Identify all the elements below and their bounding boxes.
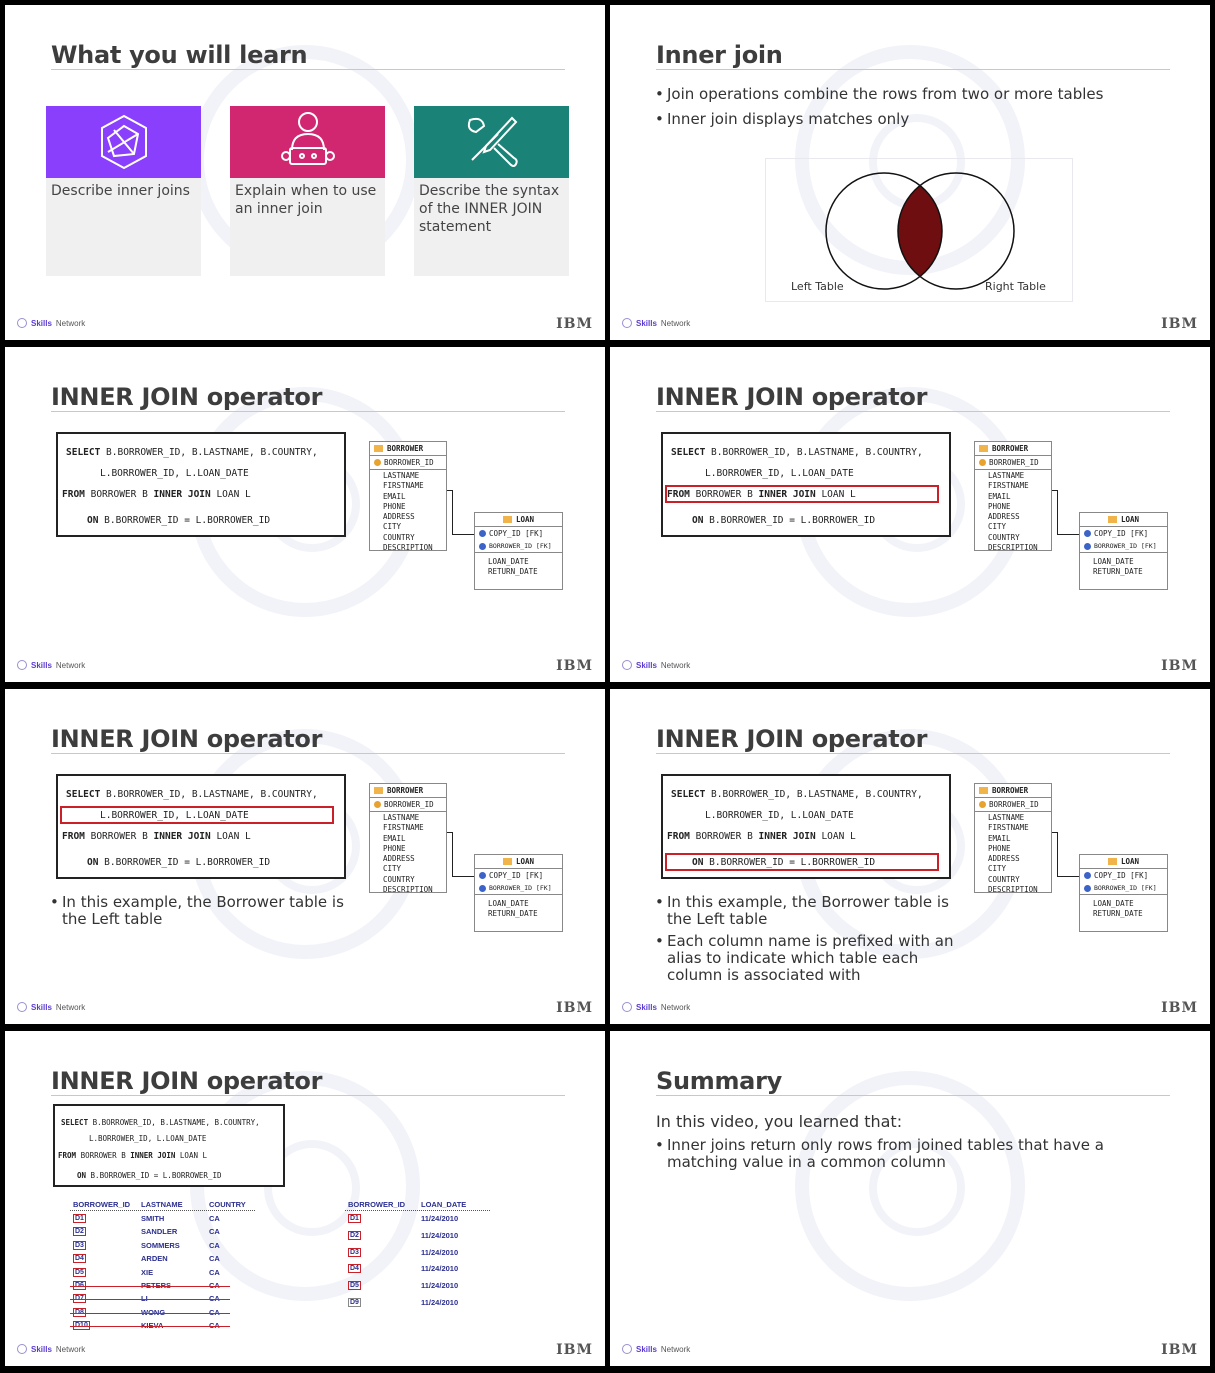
entity-field: CITY — [383, 522, 402, 532]
entity-field: RETURN_DATE — [1093, 567, 1143, 577]
sql-line-4: ON B.BORROWER_ID = L.BORROWER_ID — [692, 857, 876, 868]
slide-title: Inner join — [656, 41, 783, 69]
entity-field: FIRSTNAME — [383, 823, 424, 833]
entity-field: PHONE — [988, 501, 1011, 511]
column-header: BORROWER_ID — [73, 1200, 131, 1209]
borrower-id-cell: D1 — [75, 1215, 84, 1222]
borrower-id-cell: D4 — [350, 1265, 359, 1273]
skills-network-logo: Skills Network — [622, 318, 690, 328]
card-text: Describe inner joins — [51, 183, 190, 199]
bullet: • Inner join displays matches only — [656, 111, 909, 128]
title-rule — [51, 69, 565, 70]
ibm-logo: IBM — [1161, 316, 1198, 332]
title-rule — [656, 753, 1170, 754]
slide-title: What you will learn — [51, 41, 308, 69]
slide-inner-join-operator-2 — [610, 347, 1210, 682]
borrower-id-cell: D3 — [75, 1241, 84, 1249]
relation-line — [1057, 534, 1079, 535]
table-cell: SANDLER — [141, 1227, 178, 1237]
entity-field: CITY — [988, 864, 1007, 874]
column-header: LOAN_DATE — [421, 1200, 467, 1209]
strikethrough-line — [70, 1326, 230, 1327]
table-cell: SMITH — [141, 1214, 165, 1223]
title-rule — [656, 411, 1170, 412]
key-icon — [374, 459, 381, 466]
borrower-entity: BORROWER BORROWER_ID LASTNAME FIRSTNAME EMAIL PHONE ADDRESS CITY COUNTRY DESCRIPTION — [974, 441, 1052, 551]
table-cell: 11/24/2010 — [421, 1264, 459, 1274]
highlight-box — [665, 485, 939, 503]
entity-field: LOAN_DATE — [488, 899, 529, 908]
table-icon — [503, 516, 512, 523]
entity-field: DESCRIPTION — [383, 543, 433, 553]
borrower-entity: BORROWER BORROWER_ID LASTNAME FIRSTNAME EMAIL PHONE ADDRESS CITY COUNTRY DESCRIPTION — [369, 783, 447, 893]
person-diagram-icon — [278, 110, 338, 174]
sql-line-2: L.BORROWER_ID, L.LOAN_DATE — [100, 810, 249, 821]
entity-field: EMAIL — [383, 833, 406, 843]
entity-field: FIRSTNAME — [988, 481, 1029, 491]
column-header: COUNTRY — [209, 1200, 246, 1209]
relation-line — [1057, 876, 1079, 877]
slide-inner-join-operator-4 — [610, 689, 1210, 1024]
entity-field: RETURN_DATE — [1093, 909, 1143, 919]
entity-field: COUNTRY — [383, 532, 415, 542]
entity-field: LASTNAME — [988, 471, 1025, 480]
entity-field: RETURN_DATE — [488, 567, 538, 577]
header-divider — [345, 1210, 490, 1211]
table-icon — [503, 858, 512, 865]
strikethrough-line — [70, 1313, 230, 1314]
loan-entity: LOAN COPY_ID [FK] BORROWER_ID [FK] LOAN_DATE RETURN_DATE — [1079, 512, 1168, 590]
entity-field: LASTNAME — [988, 813, 1025, 822]
bullet: • Inner joins return only rows from joined tables that have a matching value in a common column — [656, 1137, 1136, 1171]
header-divider — [70, 1210, 255, 1211]
slide-inner-join-operator-5 — [5, 1031, 605, 1366]
venn-diagram — [765, 158, 1073, 302]
watermark — [795, 1071, 1025, 1301]
card-banner — [414, 106, 569, 178]
entity-field: PHONE — [383, 843, 406, 853]
skills-network-logo: Skills Network — [622, 1344, 690, 1354]
table-cell: CA — [209, 1240, 220, 1250]
entity-field: RETURN_DATE — [488, 909, 538, 919]
card-text: Explain when to use an inner join — [235, 183, 377, 217]
entity-field: CITY — [988, 522, 1007, 532]
bullet: • In this example, the Borrower table is the Left table — [51, 894, 351, 928]
title-rule — [51, 1095, 565, 1096]
table-icon — [1108, 516, 1117, 523]
skills-network-icon — [17, 1344, 27, 1354]
slide-title: INNER JOIN operator — [51, 383, 323, 411]
table-icon — [979, 787, 988, 794]
sql-line-3: FROM BORROWER B INNER JOIN LOAN L — [58, 1151, 208, 1160]
sql-line-4: ON B.BORROWER_ID = L.BORROWER_ID — [77, 1171, 222, 1180]
right-table-label: Right Table — [985, 280, 1046, 293]
sql-line-2: L.BORROWER_ID, L.LOAN_DATE — [89, 1134, 207, 1143]
entity-field: ADDRESS — [988, 854, 1020, 864]
entity-field: PHONE — [383, 501, 406, 511]
sql-code-box — [56, 774, 346, 879]
sql-line-4: ON B.BORROWER_ID = L.BORROWER_ID — [87, 515, 271, 526]
borrower-id-cell: D9 — [350, 1299, 359, 1306]
table-cell: XIE — [141, 1267, 154, 1277]
entity-field: COUNTRY — [988, 874, 1020, 884]
foreign-key-icon — [479, 885, 486, 892]
column-header: BORROWER_ID — [348, 1200, 406, 1209]
borrower-id-cell: D4 — [75, 1255, 84, 1263]
table-icon — [374, 445, 383, 452]
sql-line-1: SELECT B.BORROWER_ID, B.LASTNAME, B.COUNTRY, — [61, 1118, 260, 1127]
loan-entity: LOAN COPY_ID [FK] BORROWER_ID [FK] LOAN_DATE RETURN_DATE — [474, 854, 563, 932]
sql-line-4: ON B.BORROWER_ID = L.BORROWER_ID — [692, 515, 876, 526]
table-cell: ARDEN — [141, 1254, 168, 1264]
skills-network-logo: Skills Network — [17, 318, 85, 328]
left-table-label: Left Table — [791, 280, 844, 293]
table-cell: 11/24/2010 — [421, 1247, 459, 1257]
skills-network-logo: Skills Network — [622, 660, 690, 670]
card-banner — [230, 106, 385, 178]
table-cell: CA — [209, 1227, 220, 1237]
entity-field: FIRSTNAME — [988, 823, 1029, 833]
borrower-id-cell: D3 — [350, 1248, 359, 1256]
slide-title: Summary — [656, 1067, 782, 1095]
slide-title: INNER JOIN operator — [51, 1067, 323, 1095]
skills-network-logo: Skills Network — [17, 660, 85, 670]
slide-what-you-will-learn — [5, 5, 605, 340]
title-rule — [656, 69, 1170, 70]
card-text: Describe the syntax of the INNER JOIN statement — [419, 183, 560, 235]
bullet: • Each column name is prefixed with an alias to indicate which table each column is associated with — [656, 933, 966, 984]
sql-line-2: L.BORROWER_ID, L.LOAN_DATE — [705, 468, 854, 479]
sql-code-box — [56, 432, 346, 537]
table-icon — [1108, 858, 1117, 865]
slide-title: INNER JOIN operator — [656, 383, 928, 411]
entity-field: LOAN_DATE — [1093, 557, 1134, 566]
sql-code-box — [53, 1104, 285, 1187]
summary-intro: In this video, you learned that: — [656, 1112, 903, 1131]
hexagon-icon — [94, 112, 154, 172]
foreign-key-icon — [1084, 543, 1091, 550]
sql-line-3: FROM BORROWER B INNER JOIN LOAN L — [667, 489, 856, 500]
foreign-key-icon — [479, 530, 486, 537]
loan-table — [345, 1200, 495, 1310]
sql-code-box — [661, 774, 951, 879]
entity-field: ADDRESS — [383, 854, 415, 864]
sql-line-3: FROM BORROWER B INNER JOIN LOAN L — [62, 831, 251, 842]
ibm-logo: IBM — [556, 316, 593, 332]
borrower-id-cell: D5 — [350, 1282, 359, 1290]
relation-line — [452, 876, 474, 877]
entity-field: COUNTRY — [383, 874, 415, 884]
entity-field: LOAN_DATE — [1093, 899, 1134, 908]
sql-line-4: ON B.BORROWER_ID = L.BORROWER_ID — [87, 857, 271, 868]
ibm-logo: IBM — [556, 1000, 593, 1016]
table-cell: CA — [209, 1214, 220, 1223]
column-header: LASTNAME — [141, 1200, 183, 1209]
ibm-logo: IBM — [1161, 1342, 1198, 1358]
key-icon — [979, 459, 986, 466]
skills-network-icon — [17, 1002, 27, 1012]
borrower-id-cell: D5 — [75, 1268, 84, 1276]
relation-line — [452, 534, 474, 535]
table-icon — [374, 787, 383, 794]
entity-field: DESCRIPTION — [383, 885, 433, 895]
slide-title: INNER JOIN operator — [656, 725, 928, 753]
title-rule — [51, 411, 565, 412]
entity-field: PHONE — [988, 843, 1011, 853]
skills-network-icon — [17, 660, 27, 670]
table-icon — [979, 445, 988, 452]
table-cell: CA — [209, 1254, 220, 1264]
slide-inner-join-operator-3 — [5, 689, 605, 1024]
relation-line — [452, 490, 453, 535]
sql-line-1: SELECT B.BORROWER_ID, B.LASTNAME, B.COUNTRY, — [66, 447, 318, 458]
learn-card-syntax — [414, 106, 569, 276]
bullet: • In this example, the Borrower table is the Left table — [656, 894, 956, 928]
card-banner — [46, 106, 201, 178]
borrower-id-cell: D2 — [75, 1228, 84, 1236]
foreign-key-icon — [1084, 530, 1091, 537]
ibm-logo: IBM — [1161, 1000, 1198, 1016]
table-cell: 11/24/2010 — [421, 1281, 459, 1291]
sql-line-3: FROM BORROWER B INNER JOIN LOAN L — [667, 831, 856, 842]
borrower-entity: BORROWER BORROWER_ID LASTNAME FIRSTNAME EMAIL PHONE ADDRESS CITY COUNTRY DESCRIPTION — [974, 783, 1052, 893]
sql-line-3: FROM BORROWER B INNER JOIN LOAN L — [62, 489, 251, 500]
borrower-id-cell: D2 — [350, 1231, 359, 1239]
skills-network-icon — [17, 318, 27, 328]
entity-field: DESCRIPTION — [988, 543, 1038, 553]
bullet: • Join operations combine the rows from two or more tables — [656, 86, 1103, 103]
sql-line-1: SELECT B.BORROWER_ID, B.LASTNAME, B.COUNTRY, — [66, 789, 318, 800]
table-cell: 11/24/2010 — [421, 1214, 459, 1223]
foreign-key-icon — [479, 543, 486, 550]
sql-line-2: L.BORROWER_ID, L.LOAN_DATE — [100, 468, 249, 479]
key-icon — [979, 801, 986, 808]
title-rule — [51, 753, 565, 754]
sql-line-1: SELECT B.BORROWER_ID, B.LASTNAME, B.COUNTRY, — [671, 789, 923, 800]
entity-field: DESCRIPTION — [988, 885, 1038, 895]
skills-network-icon — [622, 1002, 632, 1012]
strikethrough-line — [70, 1286, 230, 1287]
highlight-box — [665, 853, 939, 871]
relation-line — [452, 832, 453, 877]
entity-field: EMAIL — [383, 491, 406, 501]
table-cell: SOMMERS — [141, 1240, 180, 1250]
title-rule — [656, 1095, 1170, 1096]
skills-network-icon — [622, 660, 632, 670]
entity-field: FIRSTNAME — [383, 481, 424, 491]
skills-network-logo: Skills Network — [17, 1344, 85, 1354]
tools-icon — [462, 112, 522, 172]
skills-network-logo: Skills Network — [622, 1002, 690, 1012]
sql-code-box — [661, 432, 951, 537]
entity-field: CITY — [383, 864, 402, 874]
key-icon — [374, 801, 381, 808]
table-cell: 11/24/2010 — [421, 1230, 459, 1240]
ibm-logo: IBM — [556, 1342, 593, 1358]
skills-network-icon — [622, 1344, 632, 1354]
entity-field: EMAIL — [988, 833, 1011, 843]
skills-network-icon — [622, 318, 632, 328]
borrower-entity: BORROWER BORROWER_ID LASTNAME FIRSTNAME EMAIL PHONE ADDRESS CITY COUNTRY DESCRIPTION — [369, 441, 447, 551]
skills-network-logo: Skills Network — [17, 1002, 85, 1012]
entity-field: COUNTRY — [988, 532, 1020, 542]
entity-field: LOAN_DATE — [488, 557, 529, 566]
learn-card-describe — [46, 106, 201, 276]
entity-field: LASTNAME — [383, 471, 420, 480]
foreign-key-icon — [1084, 872, 1091, 879]
entity-field: LASTNAME — [383, 813, 420, 822]
sql-line-1: SELECT B.BORROWER_ID, B.LASTNAME, B.COUNTRY, — [671, 447, 923, 458]
foreign-key-icon — [479, 872, 486, 879]
strikethrough-line — [70, 1299, 230, 1300]
slide-summary — [610, 1031, 1210, 1366]
slide-inner-join-operator-1 — [5, 347, 605, 682]
relation-line — [1057, 490, 1058, 535]
ibm-logo: IBM — [556, 658, 593, 674]
slide-title: INNER JOIN operator — [51, 725, 323, 753]
borrower-table — [70, 1200, 260, 1330]
entity-field: EMAIL — [988, 491, 1011, 501]
relation-line — [1057, 832, 1058, 877]
loan-entity: LOAN COPY_ID [FK] BORROWER_ID [FK] LOAN_DATE RETURN_DATE — [474, 512, 563, 590]
loan-entity: LOAN COPY_ID [FK] BORROWER_ID [FK] LOAN_DATE RETURN_DATE — [1079, 854, 1168, 932]
borrower-id-cell: D1 — [350, 1215, 359, 1222]
foreign-key-icon — [1084, 885, 1091, 892]
highlight-box — [60, 806, 334, 824]
table-cell: CA — [209, 1267, 220, 1277]
ibm-logo: IBM — [1161, 658, 1198, 674]
entity-field: ADDRESS — [383, 512, 415, 522]
sql-line-2: L.BORROWER_ID, L.LOAN_DATE — [705, 810, 854, 821]
learn-card-explain — [230, 106, 385, 276]
entity-field: ADDRESS — [988, 512, 1020, 522]
table-cell: 11/24/2010 — [421, 1298, 459, 1307]
slide-inner-join — [610, 5, 1210, 340]
